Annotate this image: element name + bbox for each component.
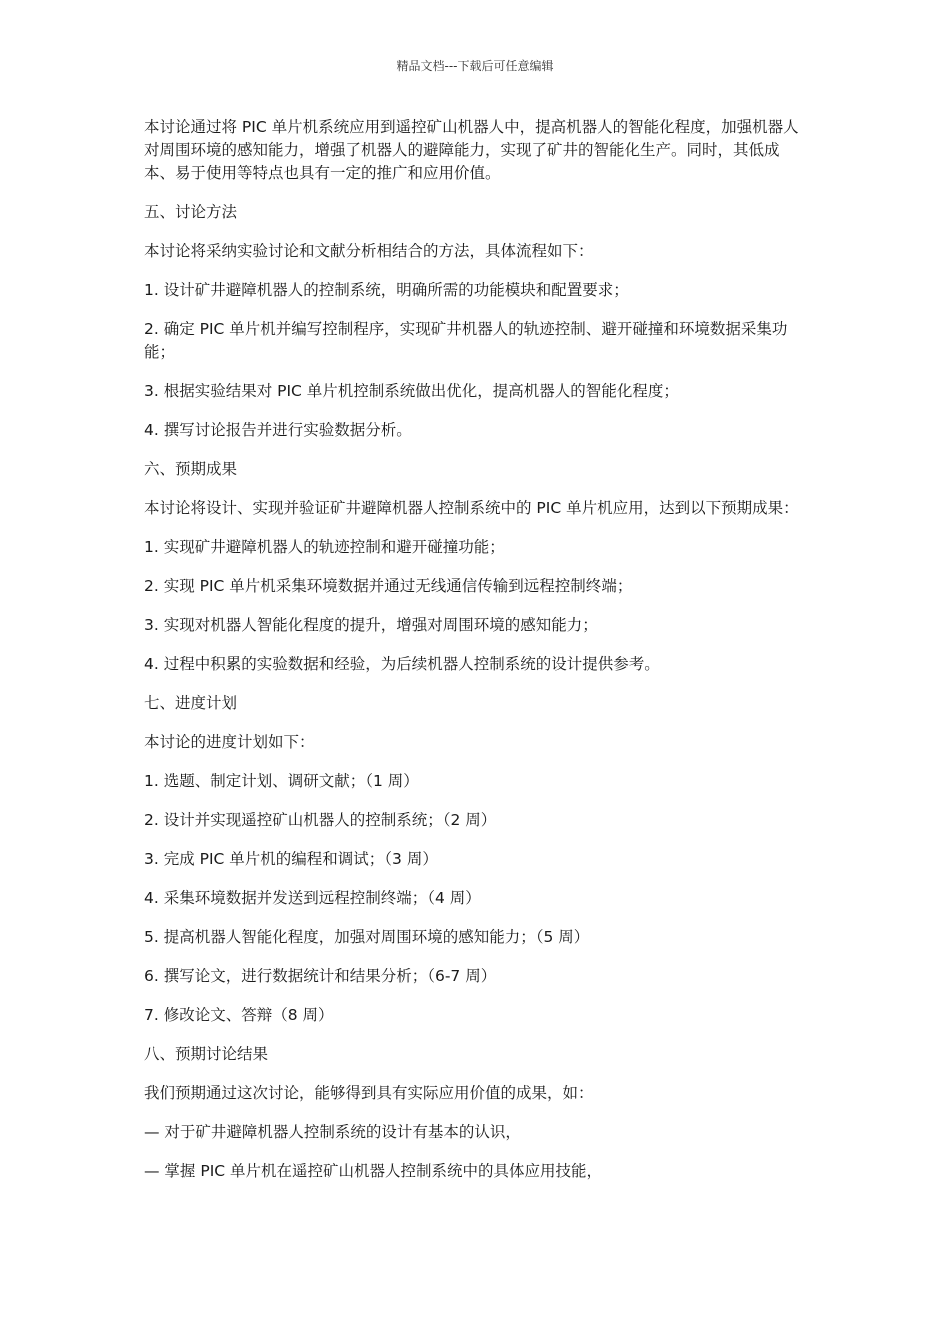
schedule-item-4: 4. 采集环境数据并发送到远程控制终端；（4 周）: [144, 889, 481, 907]
schedule-item-5: 5. 提高机器人智能化程度，加强对周围环境的感知能力；（5 周）: [144, 928, 590, 946]
schedule-item-2: 2. 设计并实现遥控矿山机器人的控制系统；（2 周）: [144, 811, 497, 829]
schedule-intro: 本讨论的进度计划如下：: [144, 733, 315, 751]
schedule-item-7: 7. 修改论文、答辩（8 周）: [144, 1006, 334, 1024]
schedule-item-1: 1. 选题、制定计划、调研文献；（1 周）: [144, 772, 419, 790]
methods-intro: 本讨论将采纳实验讨论和文献分析相结合的方法，具体流程如下：: [144, 242, 594, 260]
method-step-2: 2. 确定 PIC 单片机并编写控制程序，实现矿井机器人的轨迹控制、避开碰撞和环境数据采集功能；: [144, 320, 788, 361]
result-item-2: — 掌握 PIC 单片机在遥控矿山机器人控制系统中的具体应用技能，: [144, 1162, 603, 1180]
schedule-item-6: 6. 撰写论文，进行数据统计和结果分析；（6-7 周）: [144, 967, 497, 985]
outcome-item-3: 3. 实现对机器人智能化程度的提升，增强对周围环境的感知能力；: [144, 616, 598, 634]
schedule-item-3: 3. 完成 PIC 单片机的编程和调试；（3 周）: [144, 850, 438, 868]
intro-paragraph: 本讨论通过将 PIC 单片机系统应用到遥控矿山机器人中，提高机器人的智能化程度，加强机器人对周围环境的感知能力，增强了机器人的避障能力，实现了矿井的智能化生产。同时，其低成本、易于使用等特点也具有一定的推广和应用价值。: [144, 118, 799, 182]
outcome-item-1: 1. 实现矿井避障机器人的轨迹控制和避开碰撞功能；: [144, 538, 505, 556]
document-body: [144, 116, 804, 1199]
method-step-1: 1. 设计矿井避障机器人的控制系统，明确所需的功能模块和配置要求；: [144, 281, 629, 299]
outcome-item-4: 4. 过程中积累的实验数据和经验，为后续机器人控制系统的设计提供参考。: [144, 655, 660, 673]
outcome-item-2: 2. 实现 PIC 单片机采集环境数据并通过无线通信传输到远程控制终端；: [144, 577, 633, 595]
section-heading-schedule: 七、进度计划: [144, 694, 238, 712]
page-header: 精品文档---下载后可任意编辑: [396, 59, 554, 73]
results-intro: 我们预期通过这次讨论，能够得到具有实际应用价值的成果，如：: [144, 1084, 594, 1102]
section-heading-outcomes: 六、预期成果: [144, 460, 238, 478]
section-heading-results: 八、预期讨论结果: [144, 1045, 269, 1063]
method-step-4: 4. 撰写讨论报告并进行实验数据分析。: [144, 421, 412, 439]
outcomes-intro: 本讨论将设计、实现并验证矿井避障机器人控制系统中的 PIC 单片机应用，达到以下预期成果：: [144, 499, 799, 517]
method-step-3: 3. 根据实验结果对 PIC 单片机控制系统做出优化，提高机器人的智能化程度；: [144, 382, 679, 400]
section-heading-methods: 五、讨论方法: [144, 203, 238, 221]
result-item-1: — 对于矿井避障机器人控制系统的设计有基本的认识，: [144, 1123, 521, 1141]
